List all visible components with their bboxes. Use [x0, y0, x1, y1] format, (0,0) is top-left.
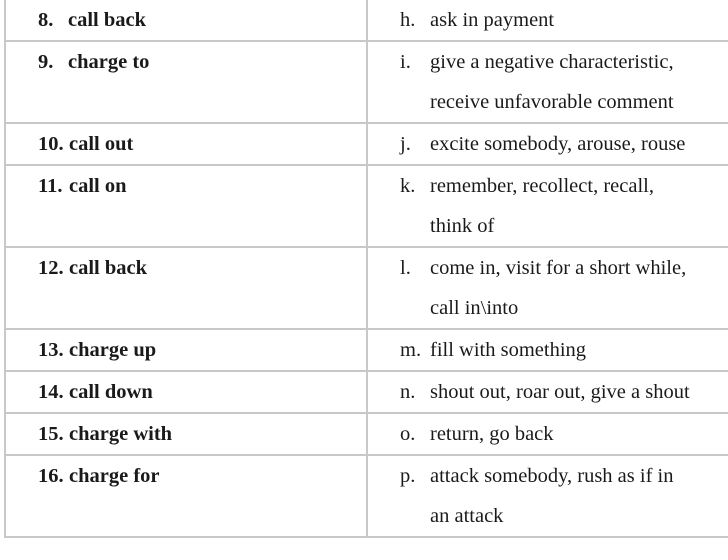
- matching-table: [4, 0, 728, 538]
- definition-cell: [367, 41, 728, 123]
- definition-cell: [367, 123, 728, 165]
- definition-cell: [367, 371, 728, 413]
- definition-cell: [367, 0, 728, 41]
- definition-line: receive unfavorable comment: [430, 91, 674, 113]
- table-row: [5, 329, 728, 371]
- table-row: [5, 41, 728, 123]
- definition-line: come in, visit for a short while,: [430, 257, 687, 279]
- term-text: call on: [69, 175, 127, 197]
- definition-letter: o.: [400, 423, 416, 445]
- definition-line: return, go back: [430, 423, 554, 445]
- definition-cell: [367, 329, 728, 371]
- definition-cell: [367, 247, 728, 329]
- term-number: 12.: [38, 257, 64, 279]
- term-number: 13.: [38, 339, 64, 361]
- definition-letter: k.: [400, 175, 416, 197]
- definition-line: fill with something: [430, 339, 587, 361]
- term-number: 10.: [38, 133, 64, 155]
- term-number: 14.: [38, 381, 64, 403]
- table-row: [5, 0, 728, 41]
- term-text: charge for: [69, 465, 160, 487]
- term-cell: [5, 413, 367, 455]
- definition-line: an attack: [430, 505, 504, 527]
- table-row: [5, 413, 728, 455]
- definition-line: shout out, roar out, give a shout: [430, 381, 690, 403]
- definition-letter: l.: [400, 257, 411, 279]
- term-cell: [5, 247, 367, 329]
- definition-letter: h.: [400, 9, 416, 31]
- table-row: [5, 247, 728, 329]
- definition-line: excite somebody, arouse, rouse: [430, 133, 686, 155]
- definition-letter: i.: [400, 51, 411, 73]
- term-cell: [5, 165, 367, 247]
- term-text: call back: [68, 9, 147, 31]
- term-cell: [5, 0, 367, 41]
- term-text: charge up: [69, 339, 157, 361]
- definition-line: attack somebody, rush as if in: [430, 465, 674, 487]
- definition-letter: n.: [400, 381, 416, 403]
- term-number: 11.: [38, 175, 63, 197]
- definition-cell: [367, 455, 728, 537]
- table-row: [5, 455, 728, 537]
- term-number: 15.: [38, 423, 64, 445]
- definition-cell: [367, 413, 728, 455]
- definition-line: think of: [430, 215, 495, 237]
- term-cell: [5, 455, 367, 537]
- table-row: [5, 371, 728, 413]
- definition-letter: p.: [400, 465, 416, 487]
- definition-cell: [367, 165, 728, 247]
- term-cell: [5, 329, 367, 371]
- term-number: 8.: [38, 9, 54, 31]
- definition-line: call in\into: [430, 297, 519, 319]
- table-row: [5, 165, 728, 247]
- term-cell: [5, 123, 367, 165]
- definition-line: give a negative characteristic,: [430, 51, 674, 73]
- table-row: [5, 123, 728, 165]
- definition-letter: m.: [400, 339, 422, 361]
- definition-line: ask in payment: [430, 9, 555, 31]
- term-number: 16.: [38, 465, 64, 487]
- definition-line: remember, recollect, recall,: [430, 175, 654, 197]
- term-text: call down: [69, 381, 153, 403]
- term-text: call back: [69, 257, 148, 279]
- term-text: charge to: [68, 51, 150, 73]
- term-cell: [5, 41, 367, 123]
- term-cell: [5, 371, 367, 413]
- definition-letter: j.: [400, 133, 411, 155]
- term-number: 9.: [38, 51, 54, 73]
- term-text: call out: [69, 133, 134, 155]
- term-text: charge with: [69, 423, 173, 445]
